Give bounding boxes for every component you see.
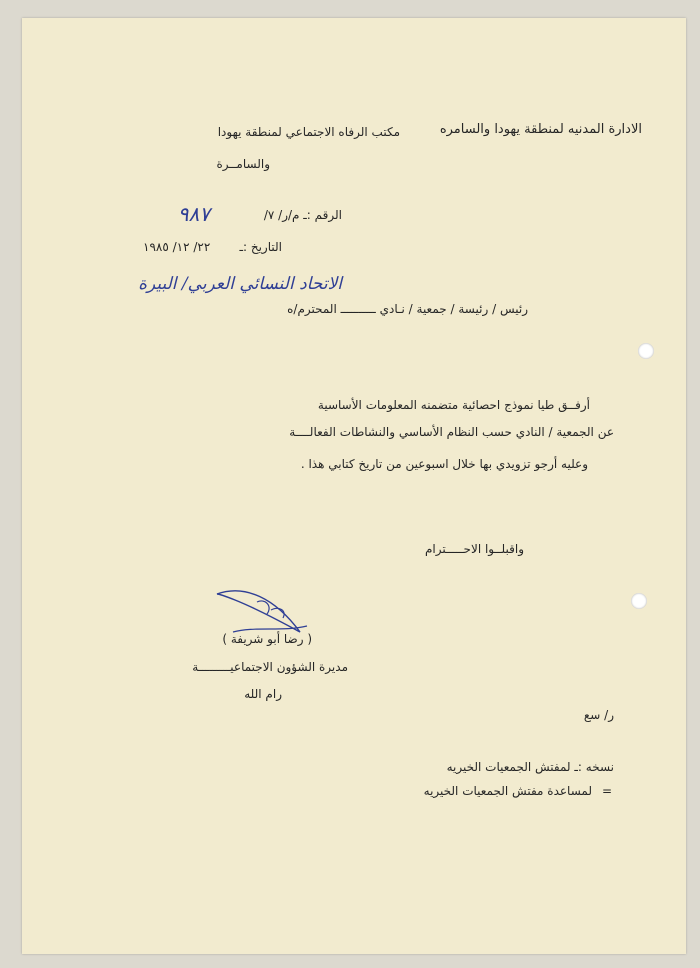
date-value: ٢٢/ ١٢/ ١٩٨٥	[143, 240, 211, 254]
addressee-typed: رئيس / رئيسة / جمعية / نـادي ــــــــــ المحترم/ه	[287, 302, 528, 316]
body-line-1: أرفــق طيا نموذج احصائية متضمنه المعلومات الأساسية	[317, 398, 590, 412]
body-line-2: عن الجمعية / النادي حسب النظام الأساسي والنشاطات الفعالــــة	[289, 425, 614, 439]
typist-initials: ر/ سع	[583, 708, 614, 722]
date-label: التاريخ :ـ	[239, 240, 282, 254]
letter-paper	[22, 18, 686, 954]
body-line-3: وعليه أرجو تزويدي بها خلال اسبوعين من تاريخ كتابي هذا .	[300, 457, 588, 471]
addressee-handwritten: الاتحاد النسائي العربي/ البيرة	[138, 274, 342, 294]
punch-hole-top	[638, 343, 654, 359]
copy-line-2: لمساعدة مفتش الجمعيات الخيريه	[423, 784, 592, 798]
copy-line-2-mark: =	[601, 784, 612, 798]
closing-text: واقبلــوا الاحـــــترام	[424, 542, 524, 556]
reference-handwritten-number: ٩٨٧	[177, 202, 210, 226]
header-left-line2: والسامــرة	[216, 157, 270, 171]
header-right: الادارة المدنيه لمنطقة يهودا والسامره	[439, 122, 642, 137]
copy-line-1: نسخه :ـ لمفتش الجمعيات الخيريه	[446, 760, 614, 774]
reference-label: الرقم :ـ م/ر/ ٧/	[263, 208, 342, 222]
signatory-title: مديرة الشؤون الاجتماعيـــــــــة	[192, 660, 348, 674]
signatory-place: رام الله	[244, 687, 282, 701]
punch-hole-bottom	[631, 593, 647, 609]
signatory-name: ( رضا أبو شريفة )	[222, 632, 312, 646]
header-left-line1: مكتب الرفاه الاجتماعي لمنطقة يهودا	[217, 125, 400, 139]
